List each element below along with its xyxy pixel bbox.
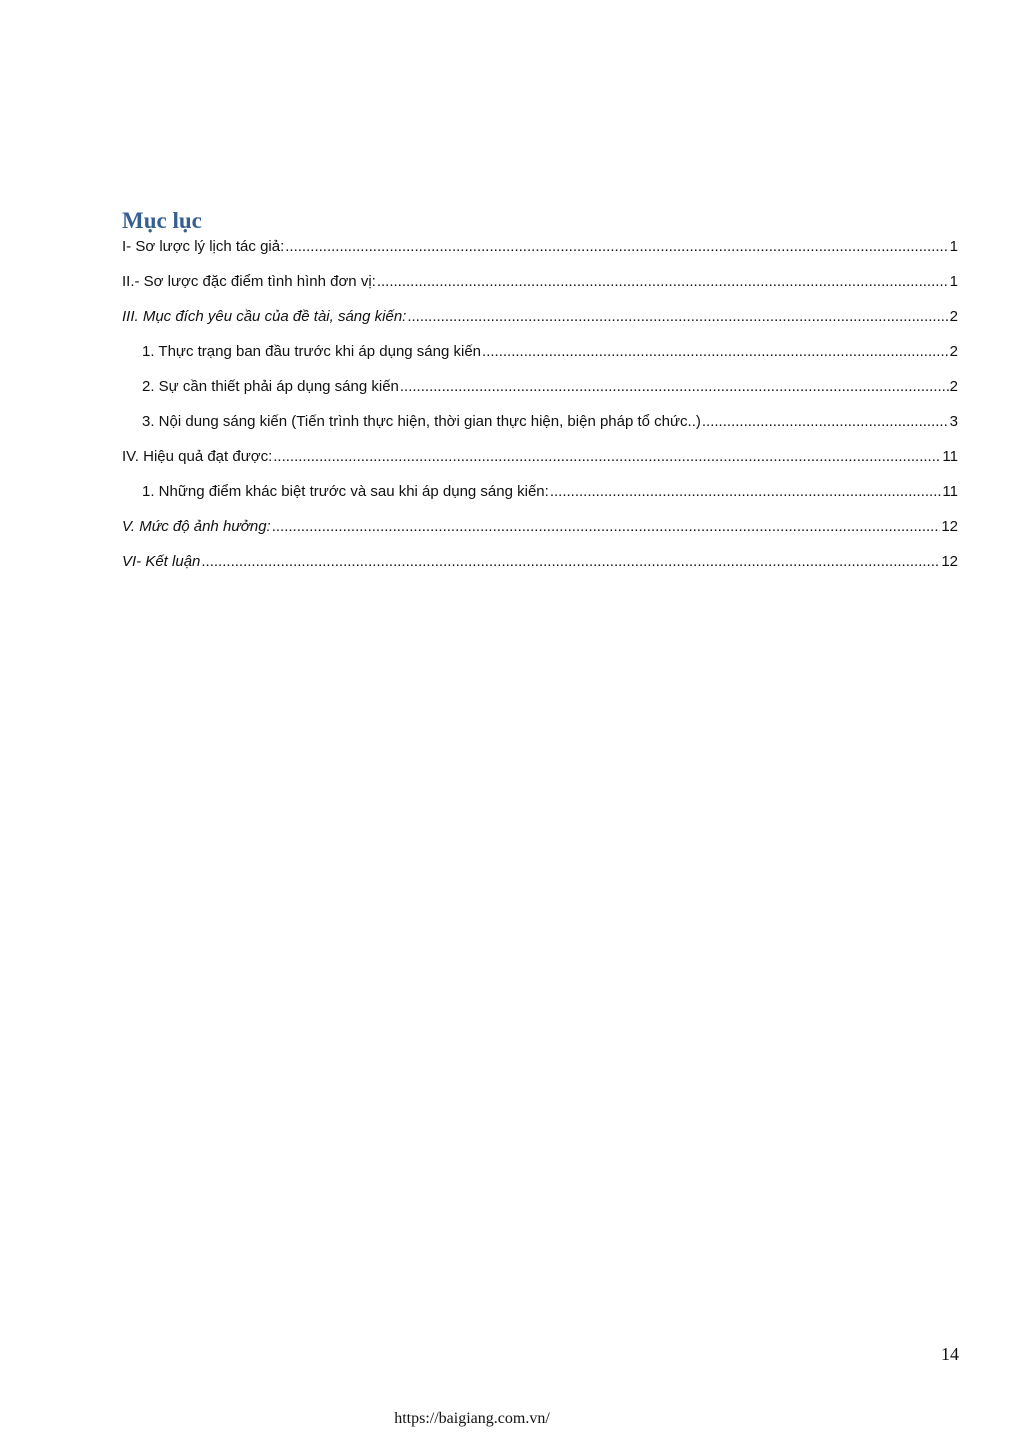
footer-url[interactable]: https://baigiang.com.vn/ — [394, 1410, 550, 1427]
toc-entry-9[interactable] — [122, 517, 958, 552]
toc-dot-leader — [272, 517, 941, 536]
toc-entry-page: 2 — [949, 378, 958, 395]
toc-entry-6[interactable] — [122, 412, 958, 447]
toc-entry-page: 2 — [949, 343, 958, 360]
toc-entry-text: III. Mục đích yêu cầu của đề tài, sáng kiến: — [122, 308, 407, 325]
toc-entry-page: 12 — [941, 518, 958, 535]
toc-entry-page: 11 — [942, 448, 958, 465]
toc-dot-leader — [400, 377, 949, 396]
toc-dot-leader — [285, 237, 948, 256]
toc-dot-leader — [201, 552, 940, 571]
toc-entry-text: IV. Hiệu quả đạt được: — [122, 448, 273, 465]
toc-entry-1[interactable] — [122, 237, 958, 272]
toc-entry-text: V. Mức độ ảnh hưởng: — [122, 518, 271, 535]
toc-entry-page: 11 — [942, 483, 958, 500]
toc-entry-3[interactable] — [122, 307, 958, 342]
toc-entry-5[interactable] — [122, 377, 958, 412]
toc-entry-page: 1 — [949, 273, 958, 290]
page-number: 14 — [941, 1344, 959, 1364]
toc-title: Mục lục — [122, 208, 202, 233]
toc-entry-text: 1. Những điểm khác biệt trước và sau khi áp dụng sáng kiến: — [142, 483, 549, 500]
toc-entry-page: 3 — [949, 413, 958, 430]
toc-entry-page: 2 — [949, 308, 958, 325]
toc-entry-text: 1. Thực trạng ban đầu trước khi áp dụng sáng kiến — [142, 343, 482, 360]
toc-dot-leader — [550, 482, 942, 501]
toc-entry-text: I- Sơ lược lý lịch tác giả: — [122, 238, 285, 255]
toc-entry-4[interactable] — [122, 342, 958, 377]
toc-entry-2[interactable] — [122, 272, 958, 307]
toc-entry-text: II.- Sơ lược đặc điểm tình hình đơn vị: — [122, 273, 376, 290]
toc-entry-text: VI- Kết luận — [122, 553, 201, 570]
toc-dot-leader — [377, 272, 949, 291]
toc-dot-leader — [702, 412, 949, 431]
table-of-contents — [122, 206, 958, 587]
toc-entry-10[interactable] — [122, 552, 958, 587]
toc-entry-text: 2. Sự cần thiết phải áp dụng sáng kiến — [142, 378, 399, 395]
toc-entry-text: 3. Nội dung sáng kiến (Tiến trình thực hiện, thời gian thực hiện, biện pháp tổ chức..) — [142, 413, 701, 430]
toc-entry-8[interactable] — [122, 482, 958, 517]
toc-dot-leader — [482, 342, 949, 361]
toc-dot-leader — [407, 307, 948, 326]
toc-dot-leader — [273, 447, 941, 466]
toc-entry-page: 12 — [941, 553, 958, 570]
toc-entry-7[interactable] — [122, 447, 958, 482]
toc-entry-page: 1 — [949, 238, 958, 255]
toc-list — [122, 237, 958, 587]
